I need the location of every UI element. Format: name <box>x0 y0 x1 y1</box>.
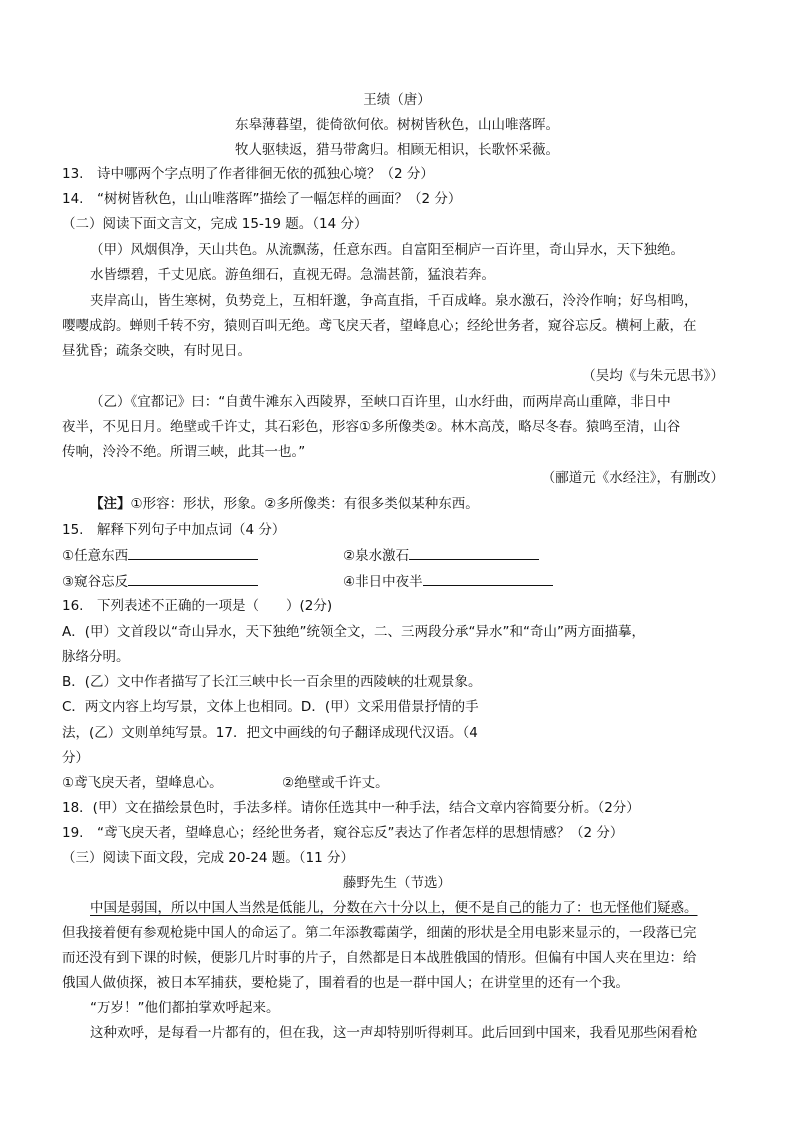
question-19: 19. “鸢飞戾天者，望峰息心；经纶世务者，窥谷忘反”表达了作者怎样的思想情感？（2 分） <box>62 825 624 841</box>
question-13: 13. 诗中哪两个字点明了作者徘徊无依的孤独心境？（2 分） <box>62 166 434 182</box>
jia-paragraph-2: 水皆缥碧，千丈见底。游鱼细石，直视无碍。急湍甚箭，猛浪若奔。 <box>90 267 495 283</box>
q16-option-a-line-2: 脉络分明。 <box>62 649 130 665</box>
q16-option-d-q17-stem: 法，(乙）文则单纯写景。17．把文中画线的句子翻译成现代汉语。（4 <box>62 725 478 741</box>
yi-line-2: 夜半，不见日月。绝壁或千许丈，其石彩色，形容①多所像类②。林木高茂，略尽冬春。猿鸣至清，山谷 <box>62 419 681 435</box>
q15-answer-blank-a[interactable] <box>128 545 258 560</box>
yi-line-3: 传响，泠泠不绝。所谓三峡，此其一也。” <box>62 444 306 460</box>
q15-item-c-text: ③窥谷忘反 <box>62 574 129 590</box>
q17-points: 分） <box>62 750 89 766</box>
passage-line-6: 这种欢呼，是每看一片都有的，但在我，这一声却特别听得刺耳。此后回到中国来，我看见那些闲看枪 <box>90 1025 698 1041</box>
section-3-heading: （三）阅读下面文段，完成 20-24 题。（11 分） <box>62 850 355 866</box>
jia-paragraph-3-line-2: 嘤嘤成韵。蝉则千转不穷，猿则百叫无绝。鸢飞戾天者，望峰息心；经纶世务者，窥谷忘反。横柯上蔽，在 <box>62 318 697 334</box>
q15-answer-blank-c[interactable] <box>128 571 258 586</box>
q15-item-d <box>343 571 553 592</box>
q15-item-b-text: ②泉水激石 <box>343 548 410 564</box>
poem-line-1: 东皋薄暮望，徙倚欲何依。树树皆秋色，山山唯落晖。 <box>235 117 559 133</box>
q15-item-c <box>62 571 258 592</box>
passage-title: 藤野先生（节选） <box>343 875 451 891</box>
q15-item-a-text: ①任意东西 <box>62 548 129 564</box>
poem-title: 王绩（唐） <box>363 92 431 108</box>
poem-line-2: 牧人驱犊返，猎马带禽归。相顾无相识，长歌怀采薇。 <box>235 142 559 158</box>
q17-item-2: ②绝壁或千许丈。 <box>282 775 389 791</box>
q17-item-1: ①鸢飞戾天者，望峰息心。 <box>62 775 223 791</box>
q15-answer-blank-b[interactable] <box>409 545 539 560</box>
note <box>90 494 479 514</box>
passage-line-5: “万岁！”他们都拍掌欢呼起来。 <box>90 1000 280 1016</box>
yi-line-1: （乙）《宜都记》曰：“自黄牛滩东入西陵界，至峡口百许里，山水纡曲，而两岸高山重障，非日中 <box>90 394 671 410</box>
q15-item-b <box>343 545 539 566</box>
section-2-heading: （二）阅读下面文言文，完成 15-19 题。（14 分） <box>62 216 368 232</box>
yi-source: （郦道元《水经注》，有删改） <box>541 470 724 486</box>
jia-paragraph-3-line-1: 夹岸高山，皆生寒树，负势竞上，互相轩邈，争高直指，千百成峰。泉水激石，泠泠作响；好鸟相鸣， <box>90 293 698 309</box>
question-18: 18．(甲）文在描绘景色时，手法多样。请你任选其中一种手法，结合文章内容简要分析。（2分） <box>62 800 640 816</box>
note-text: ①形容：形状，形象。②多所像类：有很多类似某种东西。 <box>130 496 479 512</box>
passage-line-3: 而还没有到下课的时候，便影几片时事的片子，自然都是日本战胜俄国的情形。但偏有中国人夹在里边：给 <box>62 950 697 966</box>
note-label: 【注】 <box>90 496 131 512</box>
question-16-stem: 16. 下列表述不正确的一项是（ ）(2分) <box>62 598 333 614</box>
passage-line-4: 俄国人做侦探，被日本军捕获，要枪毙了，围着看的也是一群中国人；在讲堂里的还有一个我。 <box>62 975 629 991</box>
jia-paragraph-3-line-3: 昼犹昏；疏条交映，有时见日。 <box>62 343 251 359</box>
question-14: 14. “树树皆秋色，山山唯落晖”描绘了一幅怎样的画面？（2 分） <box>62 191 462 207</box>
jia-paragraph-1: （甲）风烟俱净，天山共色。从流飘荡，任意东西。自富阳至桐庐一百许里，奇山异水，天下独绝。 <box>90 242 684 258</box>
q16-option-b: B．(乙）文中作者描写了长江三峡中长一百余里的西陵峡的壮观景象。 <box>62 674 482 690</box>
q15-answer-blank-d[interactable] <box>423 571 553 586</box>
passage-underlined-line: 中国是弱国，所以中国人当然是低能儿，分数在六十分以上，便不是自己的能力了：也无怪他们疑惑。 <box>90 900 698 916</box>
jia-source: （吴均《与朱元思书》） <box>582 368 724 384</box>
q16-option-c-d: C．两文内容上均写景，文体上也相同。D．(甲）文采用借景抒情的手 <box>62 699 479 715</box>
q16-option-a-line-1: A．(甲）文首段以“奇山异水，天下独绝”统领全文，二、三两段分承“异水”和“奇山”两方面描摹， <box>62 624 645 640</box>
passage-line-2: 但我接着便有参观枪毙中国人的命运了。第二年添教霉菌学，细菌的形状是全用电影来显示的，一段落已完 <box>62 925 697 941</box>
q15-item-a <box>62 545 258 566</box>
q15-item-d-text: ④非日中夜半 <box>343 574 423 590</box>
question-15-stem: 15. 解释下列句子中加点词（4 分） <box>62 522 286 538</box>
